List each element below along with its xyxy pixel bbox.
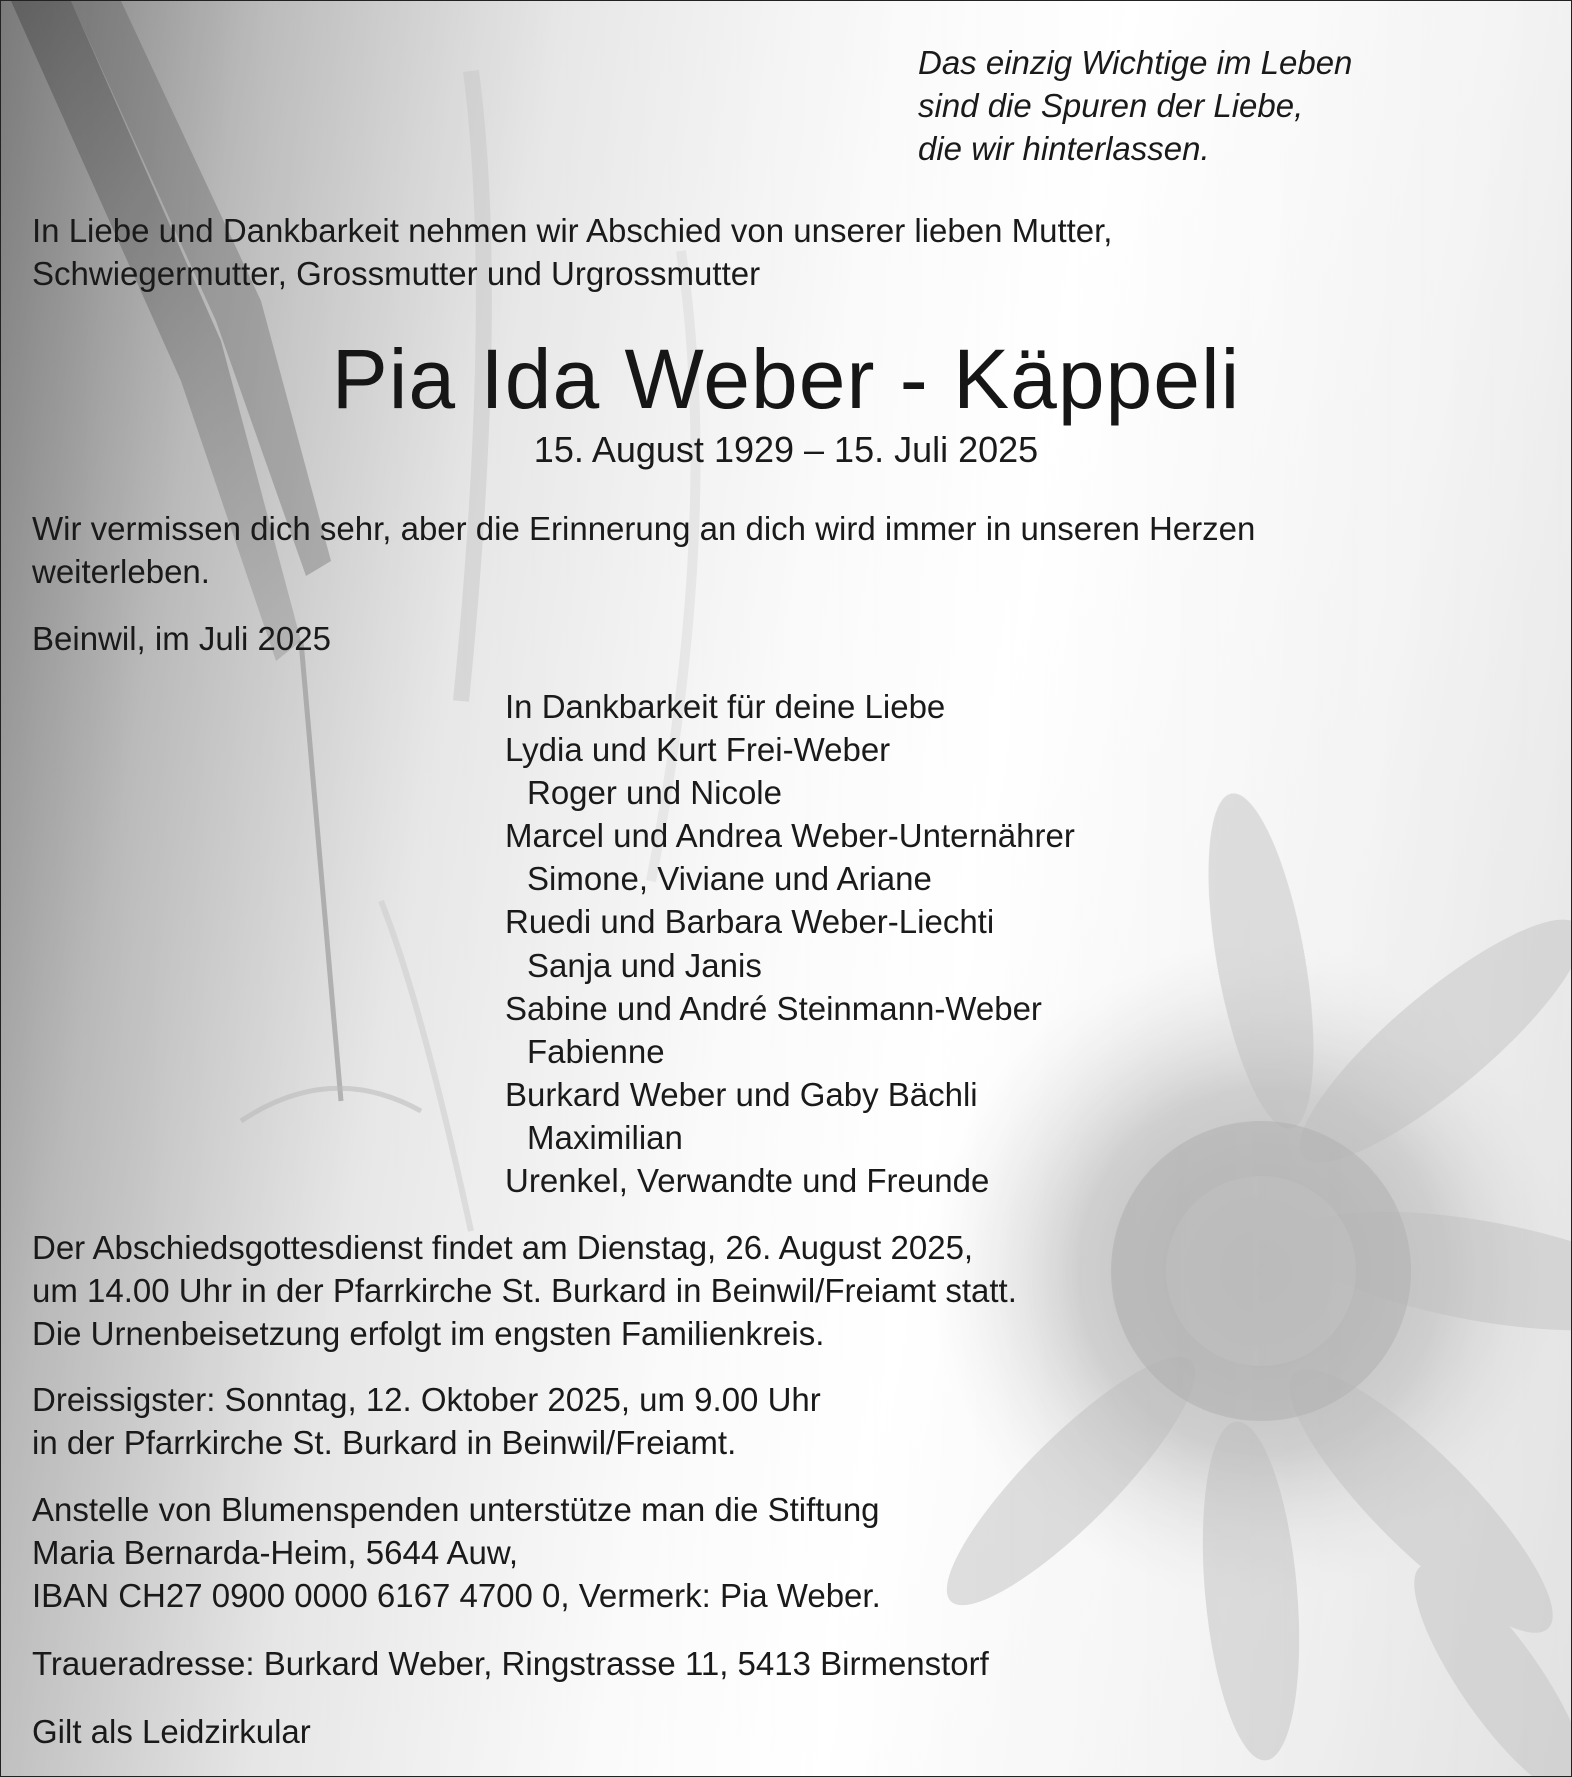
- motto-quote: [918, 41, 1352, 170]
- mourner-line: In Dankbarkeit für deine Liebe: [505, 688, 946, 725]
- intro-line: Schwiegermutter, Grossmutter und Urgrossmutter: [32, 255, 761, 292]
- place-date: Beinwil, im Juli 2025: [32, 620, 331, 657]
- service-line: um 14.00 Uhr in der Pfarrkirche St. Burkard in Beinwil/Freiamt statt.: [32, 1272, 1017, 1309]
- service-line: Die Urnenbeisetzung erfolgt im engsten Familienkreis.: [32, 1315, 825, 1352]
- mourner-line: Fabienne: [527, 1032, 665, 1070]
- mourner-line: Marcel und Andrea Weber-Unternährer: [505, 817, 1075, 855]
- mourner-line: Sanja und Janis: [527, 946, 762, 984]
- donation-line: Anstelle von Blumenspenden unterstütze man die Stiftung: [32, 1491, 880, 1528]
- mourner-line: Sabine und André Steinmann-Weber: [505, 989, 1042, 1027]
- intro-line: In Liebe und Dankbarkeit nehmen wir Abschied von unserer lieben Mutter,: [32, 212, 1113, 249]
- thirtieth-day-mass: [32, 1378, 821, 1464]
- tribute-line: Wir vermissen dich sehr, aber die Erinnerung an dich wird immer in unseren Herzen: [32, 510, 1256, 547]
- motto-line: Das einzig Wichtige im Leben: [918, 44, 1353, 81]
- mourner-line: Burkard Weber und Gaby Bächli: [505, 1075, 978, 1113]
- thirtieth-line: Dreissigster: Sonntag, 12. Oktober 2025, um 9.00 Uhr: [32, 1381, 821, 1418]
- service-line: Der Abschiedsgottesdienst findet am Dienstag, 26. August 2025,: [32, 1229, 974, 1266]
- motto-line: die wir hinterlassen.: [918, 130, 1210, 167]
- mourner-line: Ruedi und Barbara Weber-Liechti: [505, 903, 995, 941]
- donation-line: Maria Bernarda-Heim, 5644 Auw,: [32, 1534, 519, 1571]
- mourners-list: [505, 685, 1075, 1202]
- mourner-line: Roger und Nicole: [527, 774, 782, 812]
- deceased-name: Pia Ida Weber - Käppeli: [331, 332, 1241, 426]
- circular-note: Gilt als Leidzirkular: [32, 1713, 311, 1750]
- intro-text: [32, 209, 1112, 295]
- donation-iban: IBAN CH27 0900 0000 6167 4700 0, Vermerk: Pia Weber.: [32, 1577, 881, 1614]
- mourning-address: Traueradresse: Burkard Weber, Ringstrasse 11, 5413 Birmenstorf: [32, 1645, 989, 1682]
- life-dates: 15. August 1929 – 15. Juli 2025: [533, 429, 1039, 470]
- service-info: [32, 1226, 1017, 1355]
- motto-line: sind die Spuren der Liebe,: [918, 87, 1304, 124]
- mourner-line: Simone, Viviane und Ariane: [527, 860, 932, 898]
- thirtieth-line: in der Pfarrkirche St. Burkard in Beinwil/Freiamt.: [32, 1424, 737, 1461]
- mourner-line: Lydia und Kurt Frei-Weber: [505, 731, 891, 769]
- tribute-line: weiterleben.: [32, 553, 210, 590]
- mourner-line: Urenkel, Verwandte und Freunde: [505, 1162, 990, 1200]
- tribute-text: [32, 507, 1255, 593]
- mourner-line: Maximilian: [527, 1118, 683, 1156]
- donation-info: [32, 1488, 881, 1617]
